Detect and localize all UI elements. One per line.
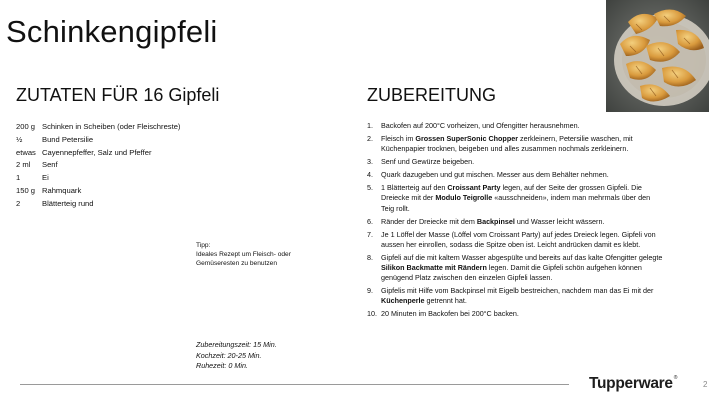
step-item [367,253,663,284]
step-text-part: Ränder der Dreiecke mit dem [381,216,477,226]
recipe-title: Schinkengipfeli [6,14,218,49]
prep-time: Zubereitungszeit: 15 Min. [196,340,277,349]
step-number: 10. [367,309,377,319]
footer-divider [20,384,569,385]
ingredient-row [16,134,180,147]
step-number: 6. [367,216,373,226]
step-text-part: Backofen auf 200°C vorheizen, und Ofengitter herausnehmen. [381,121,580,130]
ingredient-row [16,172,180,185]
step-text [381,157,474,167]
ingredients-heading: ZUTATEN FÜR 16 Gipfeli [16,85,220,105]
step-item [367,230,663,250]
ingredient-row [16,159,180,172]
step-number: 1. [367,121,373,130]
product-name: Grossen SuperSonic Chopper [415,134,518,143]
step-text [381,217,604,227]
ingredient-quantity: 2 [16,198,21,208]
step-text-part: Gipfeli auf die mit kaltem Wasser abgespülte und bereits auf das kalte Ofengitter gelegte [381,252,663,262]
step-text-part: 1 Blätterteig auf den [381,183,448,193]
step-text-part: getrennt hat. [424,296,467,306]
product-name: Küchenperle [381,296,425,306]
step-item [367,157,663,167]
step-text [381,134,663,154]
step-number: 5. [367,183,373,193]
step-number: 9. [367,286,373,296]
ingredient-name: Schinken in Scheiben (oder Fleischreste) [42,122,181,131]
ingredient-name: Cayennepfeffer, Salz und Pfeffer [42,147,152,157]
brand-name: Tupperware [589,375,673,392]
ingredient-row [16,121,180,134]
product-name: Croissant Party [447,183,501,193]
step-text-part: 20 Minuten im Backofen bei 200°C backen. [381,309,519,319]
step-number: 2. [367,134,373,143]
product-name: Modulo Teigrolle [435,193,493,203]
step-text-part: und Wasser leicht wässern. [514,216,605,226]
tupperware-logo [589,375,677,393]
ingredient-name: Blätterteig rund [42,198,94,208]
tip-label: Tipp: [196,242,211,249]
step-item [367,170,663,180]
ingredient-quantity: 200 g [16,122,36,131]
step-text-part: Gipfelis mit Hilfe vom Backpinsel mit Eigelb bestreichen, nachdem man das Ei mit der [381,286,654,296]
step-text [381,286,663,306]
step-item [367,286,663,306]
product-name: Backpinsel [476,216,515,226]
cook-time: Kochzeit: 20-25 Min. [196,350,262,360]
step-number: 7. [367,229,373,239]
ingredient-row [16,147,180,160]
ingredient-quantity: ½ [16,134,23,144]
step-item [367,183,663,214]
ingredient-quantity: 150 g [16,185,36,195]
step-text [381,121,580,131]
step-item [367,217,663,227]
step-text [381,253,663,284]
step-text-part: zerkleinern, Petersilie waschen, mit Küchenpapier trocknen, beigeben und alles zusammen nochmals zerkleinern. [381,134,633,154]
step-text-part: Je 1 Löffel der Masse (Löffel vom Croissant Party) auf jedes Dreieck legen. Gipfeli von aussen her einrollen, sodass die Spitze oben ist. Leicht andrücken damit es klebt. [381,229,656,249]
product-name: Silikon Backmatte mit Rändern [381,263,487,273]
ingredient-row [16,185,180,198]
step-number: 4. [367,170,373,180]
preparation-heading: ZUBEREITUNG [367,85,497,105]
ingredient-name: Bund Petersilie [42,134,94,144]
step-text-part: legen, auf der Seite der grossen Gipfeli. Die Dreiecke mit der [381,183,642,203]
step-text-part: legen. Damit die Gipfeli schön aufgehen können genügend Platz zwischen den einzelen Gipfeli lassen. [381,263,642,283]
step-text-part: Quark dazugeben und gut mischen. Messer aus dem Behälter nehmen. [381,170,609,180]
step-item [367,121,663,131]
time-info [196,340,277,372]
step-text-part: Fleisch im [381,134,416,143]
step-text-part: «ausschneiden», indem man mehrmals über den Teig rollt. [381,193,651,213]
croissant-photo [606,0,709,112]
rest-time: Ruhezeit: 0 Min. [196,361,248,371]
ingredient-quantity: 2 ml [16,160,31,170]
ingredients-list [16,121,180,211]
ingredient-name: Rahmquark [42,185,82,195]
ingredient-name: Ei [42,173,49,183]
tip-box [196,241,306,269]
step-item [367,134,663,154]
ingredient-name: Senf [42,160,58,170]
step-text [381,183,663,214]
trademark-symbol: ® [673,375,678,381]
ingredient-quantity: etwas [16,147,36,157]
step-text [381,309,519,319]
tip-text: Ideales Rezept um Fleisch- oder Gemüseresten zu benutzen [196,251,291,268]
ingredient-row [16,198,180,211]
step-number: 3. [367,157,373,167]
step-text-part: Senf und Gewürze beigeben. [381,157,475,167]
page-number: 2 [703,380,708,389]
step-text [381,230,663,250]
step-text [381,170,609,180]
step-number: 8. [367,252,373,262]
preparation-steps [367,121,663,322]
step-item [367,309,663,319]
ingredient-quantity: 1 [16,173,21,183]
